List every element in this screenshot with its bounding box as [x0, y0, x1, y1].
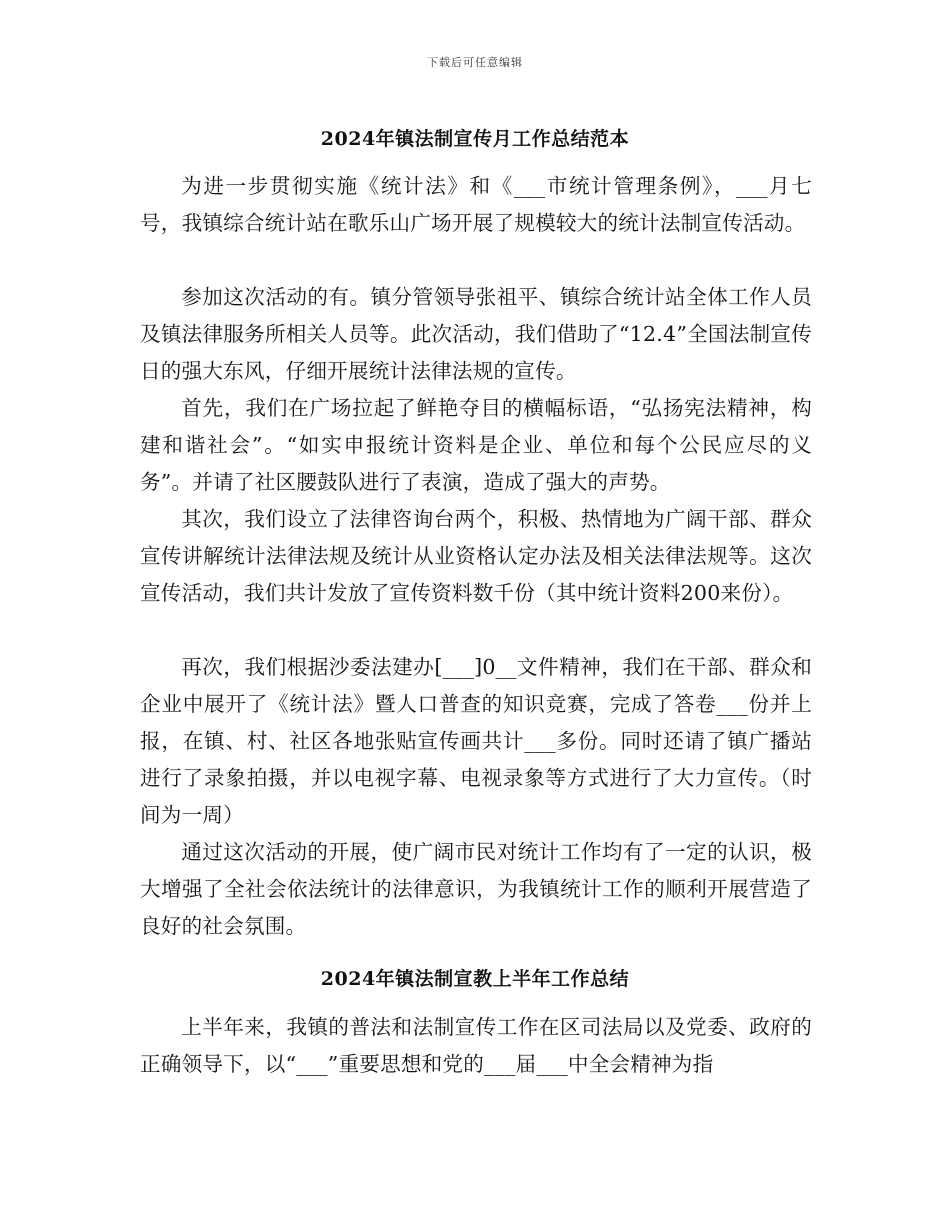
- paragraph: 为进一步贯彻实施《统计法》和《___市统计管理条例》，___月七号，我镇综合统计站在歌乐山广场开展了规模较大的统计法制宣传活动。: [140, 174, 812, 235]
- section-title-1: 2024年镇法制宣传月工作总结范本: [320, 128, 630, 150]
- header-note: 下载后可任意编辑: [427, 56, 523, 69]
- paragraph: 其次，我们设立了法律咨询台两个，积极、热情地为广阔干部、群众宣传讲解统计法律法规及统计从业资格认定办法及相关法律法规等。这次宣传活动，我们共计发放了宣传资料数千份（其中统计资料200来份）。: [140, 507, 812, 605]
- paragraph: 首先，我们在广场拉起了鲜艳夺目的横幅标语，“弘扬宪法精神，构建和谐社会”。“如实申报统计资料是企业、单位和每个公民应尽的义务”。并请了社区腰鼓队进行了表演，造成了强大的声势。: [140, 396, 812, 494]
- paragraph: 通过这次活动的开展，使广阔市民对统计工作均有了一定的认识，极大增强了全社会依法统计的法律意识，为我镇统计工作的顺利开展营造了良好的社会氛围。: [140, 840, 812, 938]
- section-title-2: 2024年镇法制宣教上半年工作总结: [320, 968, 630, 990]
- paragraph: 再次，我们根据沙委法建办[___]0__文件精神，我们在干部、群众和企业中展开了《统计法》暨人口普查的知识竞赛，完成了答卷___份并上报，在镇、村、社区各地张贴宣传画共计___多份。同时还请了镇广播站进行了录象拍摄，并以电视字幕、电视录象等方式进行了大力宣传。（时间为一周）: [140, 655, 812, 827]
- paragraph: 上半年来，我镇的普法和法制宣传工作在区司法局以及党委、政府的正确领导下，以“___”重要思想和党的___届___中全会精神为指: [140, 1015, 812, 1076]
- paragraph: 参加这次活动的有。镇分管领导张祖平、镇综合统计站全体工作人员及镇法律服务所相关人员等。此次活动，我们借助了“12.4”全国法制宣传日的强大东风，仔细开展统计法律法规的宣传。: [140, 285, 812, 383]
